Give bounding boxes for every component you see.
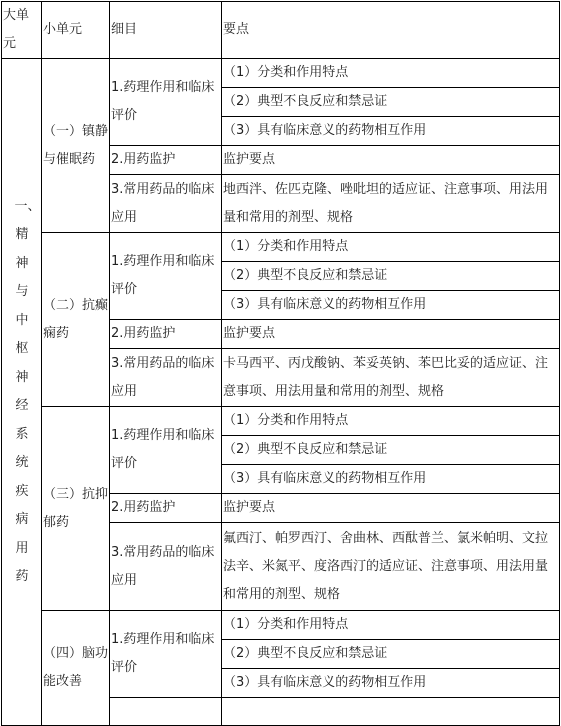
header-major-unit: 大单元: [2, 2, 42, 59]
key-point-cell: （2）典型不良反应和禁忌证: [222, 88, 560, 117]
table-row: [2, 233, 560, 262]
table-row: [2, 611, 560, 640]
key-point-cell: [222, 698, 560, 726]
header-category: 细目: [110, 2, 222, 59]
category-cell: 2.用药监护: [110, 320, 222, 349]
major-unit-cell: [2, 59, 42, 726]
key-point-cell: （3）具有临床意义的药物相互作用: [222, 117, 560, 146]
key-point-cell: 监护要点: [222, 146, 560, 175]
category-cell: 2.用药监护: [110, 494, 222, 523]
key-point-cell: 监护要点: [222, 494, 560, 523]
sub-unit-cell: （一）镇静与催眠药: [42, 59, 110, 233]
category-cell: 3.常用药品的临床应用: [110, 523, 222, 611]
key-point-cell: （3）具有临床意义的药物相互作用: [222, 465, 560, 494]
key-point-cell: （1）分类和作用特点: [222, 611, 560, 640]
header-key-points: 要点: [222, 2, 560, 59]
category-cell: 3.常用药品的临床应用: [110, 349, 222, 407]
sub-unit-cell: （三）抗抑郁药: [42, 407, 110, 611]
key-point-cell: 卡马西平、丙戊酸钠、苯妥英钠、苯巴比妥的适应证、注意事项、用法用量和常用的剂型、规格: [222, 349, 560, 407]
key-point-cell: （2）典型不良反应和禁忌证: [222, 436, 560, 465]
header-sub-unit: 小单元: [42, 2, 110, 59]
key-point-cell: 氟西汀、帕罗西汀、舍曲林、西酞普兰、氯米帕明、文拉法辛、米氮平、度洛西汀的适应证、注意事项、用法用量和常用的剂型、规格: [222, 523, 560, 611]
key-point-cell: 监护要点: [222, 320, 560, 349]
key-point-cell: （1）分类和作用特点: [222, 233, 560, 262]
table-row: [2, 59, 560, 88]
key-point-cell: （3）具有临床意义的药物相互作用: [222, 669, 560, 698]
key-point-cell: （2）典型不良反应和禁忌证: [222, 640, 560, 669]
category-cell: 2.用药监护: [110, 146, 222, 175]
key-point-cell: （1）分类和作用特点: [222, 59, 560, 88]
key-point-cell: （2）典型不良反应和禁忌证: [222, 262, 560, 291]
category-cell: 1.药理作用和临床评价: [110, 59, 222, 146]
key-point-cell: （1）分类和作用特点: [222, 407, 560, 436]
syllabus-table: [1, 1, 560, 726]
sub-unit-cell: （二）抗癫痫药: [42, 233, 110, 407]
sub-unit-cell: （四）脑功能改善: [42, 611, 110, 726]
key-point-cell: （3）具有临床意义的药物相互作用: [222, 291, 560, 320]
category-cell: 1.药理作用和临床评价: [110, 407, 222, 494]
category-cell: 3.常用药品的临床应用: [110, 175, 222, 233]
header-row: [2, 2, 560, 59]
major-unit-name: 一、精神与中枢神经系统疾病用药: [14, 198, 41, 584]
category-cell: 1.药理作用和临床评价: [110, 611, 222, 698]
category-cell: [110, 698, 222, 726]
key-point-cell: 地西泮、佐匹克隆、唑吡坦的适应证、注意事项、用法用量和常用的剂型、规格: [222, 175, 560, 233]
table-row: [2, 407, 560, 436]
category-cell: 1.药理作用和临床评价: [110, 233, 222, 320]
